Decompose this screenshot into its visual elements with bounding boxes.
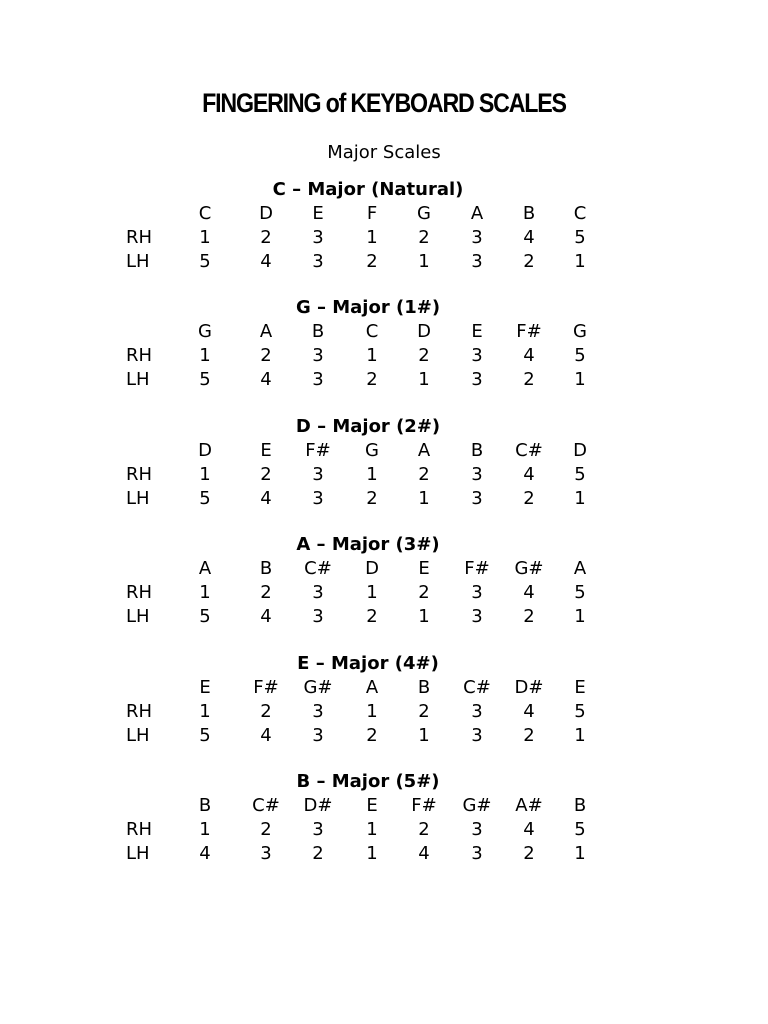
finger-cell: 2 <box>366 251 378 272</box>
finger-cell: 1 <box>418 606 430 628</box>
rh-fingering-row <box>0 464 768 488</box>
finger-cell: 2 <box>418 582 430 604</box>
notes-row <box>0 677 768 701</box>
note-cell: G# <box>514 558 544 580</box>
finger-cell: 1 <box>418 251 430 272</box>
finger-cell: 3 <box>260 843 272 864</box>
finger-cell: 5 <box>574 463 586 485</box>
rh-fingering-row <box>0 582 768 606</box>
rh-label: RH <box>126 463 153 485</box>
finger-cell: 4 <box>260 487 272 509</box>
finger-cell: 1 <box>199 819 211 840</box>
finger-cell: 3 <box>471 227 483 248</box>
finger-cell: 5 <box>574 819 586 840</box>
finger-cell: 5 <box>574 227 586 248</box>
finger-cell: 3 <box>312 606 324 628</box>
note-cell: F <box>366 203 378 224</box>
note-cell: B <box>311 321 325 343</box>
note-cell: E <box>312 203 324 224</box>
finger-cell: 2 <box>418 819 430 840</box>
finger-cell: 2 <box>523 843 535 864</box>
finger-cell: 3 <box>312 819 324 840</box>
note-cell: G <box>365 439 379 461</box>
note-cell: C <box>365 321 379 343</box>
note-cell: F# <box>411 795 437 816</box>
finger-cell: 2 <box>260 582 272 604</box>
lh-label: LH <box>126 369 150 391</box>
finger-cell: 1 <box>366 227 378 248</box>
rh-label: RH <box>126 345 153 367</box>
note-cell: E <box>574 676 586 698</box>
note-cell: B <box>259 558 273 580</box>
note-cell: F# <box>305 439 331 461</box>
finger-cell: 1 <box>418 487 430 509</box>
rh-fingering-row <box>0 345 768 369</box>
note-cell: F# <box>253 676 279 698</box>
finger-cell: 5 <box>199 251 211 272</box>
note-cell: C# <box>463 676 491 698</box>
finger-cell: 5 <box>574 700 586 722</box>
scale-heading: E – Major (4#) <box>297 652 439 674</box>
scale-heading: A – Major (3#) <box>296 534 440 556</box>
note-cell: F# <box>516 321 542 343</box>
finger-cell: 5 <box>199 487 211 509</box>
lh-label: LH <box>126 843 150 864</box>
finger-cell: 2 <box>260 345 272 367</box>
finger-cell: 3 <box>312 582 324 604</box>
rh-label: RH <box>126 819 153 840</box>
note-cell: B <box>470 439 484 461</box>
note-cell: D# <box>514 676 544 698</box>
notes-row <box>0 203 768 227</box>
finger-cell: 4 <box>523 582 535 604</box>
finger-cell: 4 <box>260 724 272 746</box>
finger-cell: 1 <box>574 843 586 864</box>
finger-cell: 3 <box>471 251 483 272</box>
note-cell: A <box>365 676 379 698</box>
finger-cell: 5 <box>199 606 211 628</box>
note-cell: C# <box>515 439 543 461</box>
finger-cell: 3 <box>312 463 324 485</box>
lh-fingering-row <box>0 843 768 867</box>
rh-label: RH <box>126 700 153 722</box>
rh-fingering-row <box>0 701 768 725</box>
note-cell: A <box>417 439 431 461</box>
finger-cell: 1 <box>366 843 378 864</box>
finger-cell: 3 <box>471 463 483 485</box>
section-subtitle: Major Scales <box>327 142 441 163</box>
scale-block <box>0 534 768 634</box>
scale-block <box>0 179 768 279</box>
finger-cell: 2 <box>418 463 430 485</box>
finger-cell: 3 <box>312 227 324 248</box>
scale-heading: B – Major (5#) <box>296 771 440 792</box>
lh-label: LH <box>126 724 150 746</box>
note-cell: D# <box>303 795 333 816</box>
finger-cell: 1 <box>366 819 378 840</box>
finger-cell: 2 <box>523 487 535 509</box>
scale-block <box>0 771 768 871</box>
finger-cell: 4 <box>199 843 211 864</box>
lh-fingering-row <box>0 488 768 512</box>
finger-cell: 4 <box>523 700 535 722</box>
finger-cell: 3 <box>471 700 483 722</box>
finger-cell: 1 <box>199 463 211 485</box>
note-cell: D <box>573 439 587 461</box>
finger-cell: 4 <box>260 369 272 391</box>
finger-cell: 1 <box>574 724 586 746</box>
finger-cell: 2 <box>523 369 535 391</box>
scale-heading: C – Major (Natural) <box>272 179 464 200</box>
lh-fingering-row <box>0 725 768 749</box>
rh-fingering-row <box>0 819 768 843</box>
finger-cell: 1 <box>199 345 211 367</box>
notes-row <box>0 795 768 819</box>
finger-cell: 4 <box>523 463 535 485</box>
finger-cell: 1 <box>366 582 378 604</box>
finger-cell: 3 <box>312 251 324 272</box>
finger-cell: 5 <box>574 345 586 367</box>
scale-block <box>0 297 768 397</box>
note-cell: E <box>471 321 483 343</box>
scale-block <box>0 653 768 753</box>
note-cell: B <box>417 676 431 698</box>
finger-cell: 1 <box>418 724 430 746</box>
finger-cell: 3 <box>471 345 483 367</box>
finger-cell: 5 <box>574 582 586 604</box>
finger-cell: 3 <box>312 724 324 746</box>
finger-cell: 5 <box>199 724 211 746</box>
finger-cell: 3 <box>471 606 483 628</box>
finger-cell: 2 <box>418 345 430 367</box>
note-cell: D <box>417 321 431 343</box>
lh-fingering-row <box>0 251 768 275</box>
note-cell: F# <box>464 558 490 580</box>
note-cell: B <box>198 795 212 816</box>
notes-row <box>0 440 768 464</box>
finger-cell: 4 <box>260 606 272 628</box>
finger-cell: 2 <box>523 724 535 746</box>
note-cell: E <box>199 676 211 698</box>
note-cell: G <box>573 321 587 343</box>
note-cell: C# <box>304 558 332 580</box>
finger-cell: 2 <box>366 724 378 746</box>
scale-heading: D – Major (2#) <box>295 415 441 437</box>
finger-cell: 5 <box>199 369 211 391</box>
note-cell: A <box>198 558 212 580</box>
finger-cell: 1 <box>574 606 586 628</box>
note-cell: C# <box>252 795 280 816</box>
note-cell: D <box>259 203 273 224</box>
lh-fingering-row <box>0 369 768 393</box>
note-cell: D <box>365 558 379 580</box>
finger-cell: 2 <box>418 227 430 248</box>
lh-label: LH <box>126 606 150 628</box>
finger-cell: 2 <box>260 227 272 248</box>
note-cell: E <box>366 795 378 816</box>
finger-cell: 3 <box>471 369 483 391</box>
rh-label: RH <box>126 582 153 604</box>
finger-cell: 3 <box>471 724 483 746</box>
document-title: FINGERING of KEYBOARD SCALES <box>202 88 566 118</box>
finger-cell: 1 <box>366 463 378 485</box>
finger-cell: 4 <box>523 819 535 840</box>
note-cell: A <box>259 321 273 343</box>
finger-cell: 3 <box>471 819 483 840</box>
finger-cell: 3 <box>471 487 483 509</box>
finger-cell: 4 <box>260 251 272 272</box>
rh-label: RH <box>126 227 153 248</box>
finger-cell: 1 <box>574 369 586 391</box>
scale-heading: G – Major (1#) <box>295 297 441 319</box>
finger-cell: 3 <box>312 487 324 509</box>
lh-label: LH <box>126 487 150 509</box>
note-cell: E <box>260 439 272 461</box>
finger-cell: 2 <box>366 487 378 509</box>
notes-row <box>0 321 768 345</box>
note-cell: E <box>418 558 430 580</box>
note-cell: G <box>417 203 431 224</box>
finger-cell: 1 <box>366 345 378 367</box>
finger-cell: 3 <box>312 345 324 367</box>
note-cell: B <box>522 203 536 224</box>
finger-cell: 1 <box>366 700 378 722</box>
finger-cell: 1 <box>199 582 211 604</box>
finger-cell: 2 <box>312 843 324 864</box>
lh-fingering-row <box>0 606 768 630</box>
note-cell: B <box>573 795 587 816</box>
note-cell: G# <box>303 676 333 698</box>
note-cell: G# <box>462 795 492 816</box>
lh-label: LH <box>126 251 150 272</box>
finger-cell: 3 <box>471 582 483 604</box>
note-cell: A# <box>515 795 543 816</box>
finger-cell: 1 <box>574 487 586 509</box>
finger-cell: 3 <box>471 843 483 864</box>
finger-cell: 1 <box>418 369 430 391</box>
finger-cell: 4 <box>418 843 430 864</box>
finger-cell: 3 <box>312 369 324 391</box>
finger-cell: 2 <box>366 369 378 391</box>
scale-block <box>0 416 768 516</box>
finger-cell: 2 <box>260 700 272 722</box>
note-cell: A <box>470 203 484 224</box>
note-cell: D <box>198 439 212 461</box>
note-cell: C <box>573 203 587 224</box>
finger-cell: 1 <box>574 251 586 272</box>
finger-cell: 2 <box>523 606 535 628</box>
notes-row <box>0 558 768 582</box>
finger-cell: 4 <box>523 227 535 248</box>
finger-cell: 1 <box>199 227 211 248</box>
finger-cell: 1 <box>199 700 211 722</box>
finger-cell: 2 <box>366 606 378 628</box>
note-cell: C <box>198 203 212 224</box>
rh-fingering-row <box>0 227 768 251</box>
finger-cell: 3 <box>312 700 324 722</box>
note-cell: A <box>573 558 587 580</box>
finger-cell: 2 <box>418 700 430 722</box>
finger-cell: 4 <box>523 345 535 367</box>
finger-cell: 2 <box>260 819 272 840</box>
note-cell: G <box>198 321 212 343</box>
finger-cell: 2 <box>260 463 272 485</box>
finger-cell: 2 <box>523 251 535 272</box>
